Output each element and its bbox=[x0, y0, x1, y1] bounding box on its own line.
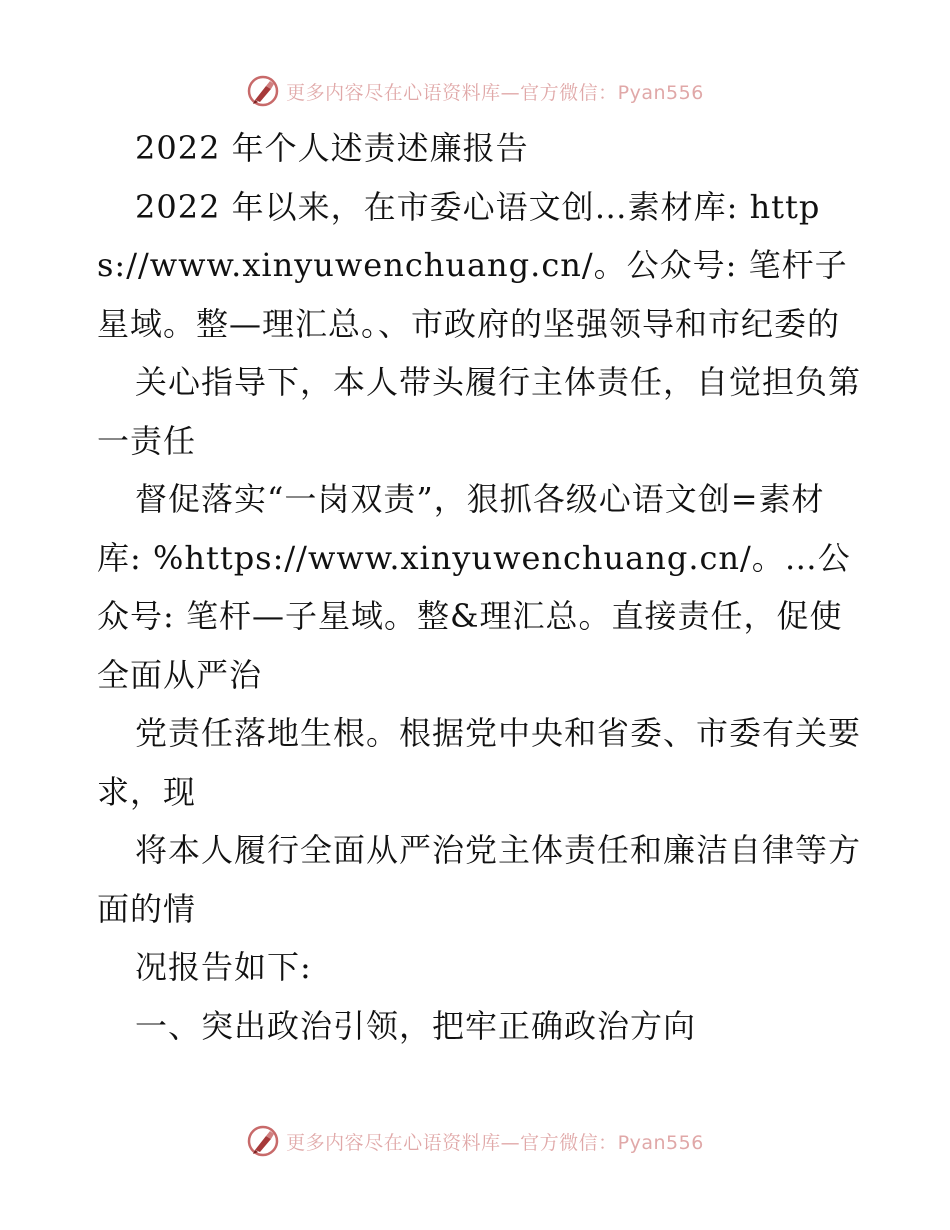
footer-watermark-banner bbox=[0, 1121, 950, 1161]
pen-logo-icon bbox=[246, 74, 280, 108]
section-heading: 一、突出政治引领，把牢正确政治方向 bbox=[135, 1006, 697, 1045]
document-title: 2022 年个人述责述廉报告 bbox=[135, 129, 529, 167]
paragraph: 督促落实“一岗双责”，狠抓各级心语文创=素材库: %https://www.xinyuwenchuang.cn/。…公众号: 笔杆—子星域。整&理汇总。直接责任，促使全面从严治 bbox=[97, 480, 851, 694]
footer-watermark-text: 更多内容尽在心语资料库—官方微信：Pyan556 bbox=[286, 1131, 704, 1154]
paragraph: 关心指导下，本人带头履行主体责任，自觉担负第一责任 bbox=[97, 363, 862, 460]
paragraph: 况报告如下: bbox=[135, 948, 312, 986]
paragraph: 将本人履行全面从严治党主体责任和廉洁自律等方面的情 bbox=[97, 831, 862, 928]
header-watermark-text: 更多内容尽在心语资料库—官方微信：Pyan556 bbox=[286, 81, 704, 104]
paragraph: 党责任落地生根。根据党中央和省委、市委有关要求，现 bbox=[97, 714, 862, 811]
paragraph: 2022 年以来，在市委心语文创…素材库: https://www.xinyuwenchuang.cn/。公众号: 笔杆子星域。整—理汇总。、市政府的坚强领导和市纪委的 bbox=[97, 187, 848, 343]
document-body bbox=[97, 119, 867, 1055]
pen-logo-icon bbox=[246, 1124, 280, 1158]
header-watermark-banner bbox=[0, 71, 950, 111]
